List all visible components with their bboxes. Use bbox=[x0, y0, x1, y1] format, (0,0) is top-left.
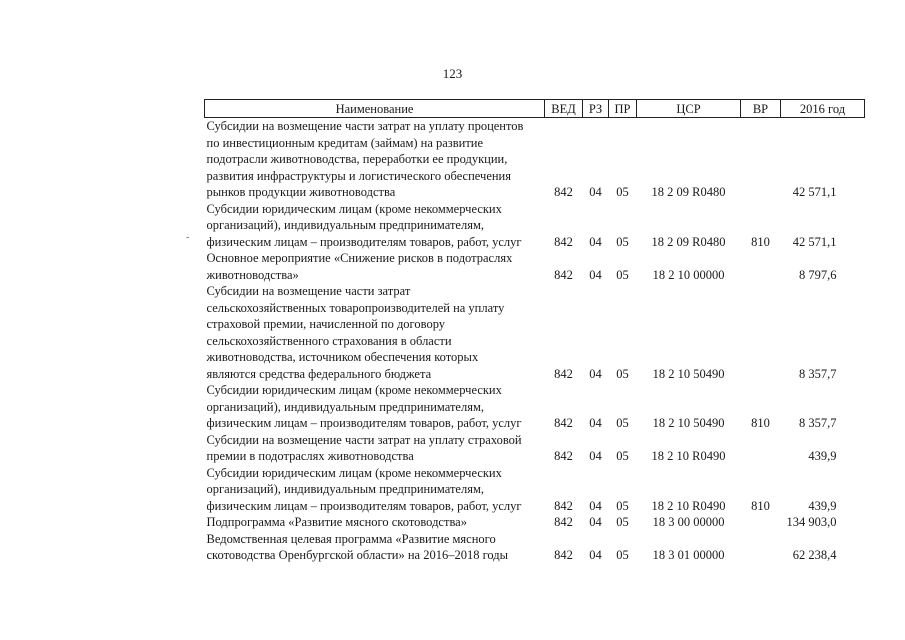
cell-amount: 42 571,1 bbox=[792, 185, 837, 199]
header-name: Наименование bbox=[205, 100, 545, 118]
cell-pr: 05 bbox=[616, 548, 629, 562]
row-name-line: подотрасли животноводства, переработки ее продукции, bbox=[206, 152, 508, 166]
cell-pr: 05 bbox=[616, 515, 629, 529]
table-header-row bbox=[205, 100, 865, 118]
row-name-line: скотоводства Оренбургской области» на 2016–2018 годы bbox=[206, 548, 509, 562]
row-name bbox=[205, 531, 545, 564]
cell-rz: 04 bbox=[589, 366, 602, 381]
row-name bbox=[205, 201, 545, 251]
cell-pr: 05 bbox=[616, 366, 629, 381]
budget-table bbox=[204, 99, 865, 564]
table-row bbox=[205, 201, 865, 251]
header-rz: РЗ bbox=[583, 100, 609, 118]
row-name-line: физическим лицам – производителям товаров, работ, услуг bbox=[206, 416, 522, 430]
row-name bbox=[205, 118, 545, 201]
row-name-line: физическим лицам – производителям товаров, работ, услуг bbox=[206, 234, 522, 249]
cell-ved: 842 bbox=[554, 548, 573, 562]
cell-rz: 04 bbox=[589, 416, 602, 430]
margin-mark: - bbox=[186, 232, 190, 243]
cell-ved: 842 bbox=[554, 366, 573, 381]
cell-amount: 439,9 bbox=[808, 498, 837, 513]
row-name-line: сельскохозяйственных товаропроизводителей на уплату bbox=[206, 300, 505, 315]
row-name-line: животноводства» bbox=[206, 267, 299, 282]
row-name-line: развития инфраструктуры и логистического обеспечения bbox=[206, 168, 511, 183]
cell-vr: 810 bbox=[751, 416, 770, 430]
table-row bbox=[205, 382, 865, 432]
cell-amount: 134 903,0 bbox=[786, 515, 837, 529]
row-name bbox=[205, 514, 545, 531]
cell-ved: 842 bbox=[554, 416, 573, 430]
cell-csr: 18 3 01 00000 bbox=[652, 548, 725, 562]
cell-vr bbox=[741, 432, 781, 465]
header-csr: ЦСР bbox=[637, 100, 741, 118]
cell-vr bbox=[741, 118, 781, 201]
table-row bbox=[205, 250, 865, 283]
row-name-line: премии в подотраслях животноводства bbox=[206, 449, 414, 463]
cell-pr: 05 bbox=[616, 416, 629, 430]
cell-vr bbox=[741, 283, 781, 382]
cell-csr: 18 2 10 50490 bbox=[652, 366, 725, 381]
cell-pr: 05 bbox=[616, 185, 629, 199]
row-name-line: являются средства федерального бюджета bbox=[206, 366, 432, 381]
row-name-line: организаций), индивидуальным предпринимателям, bbox=[206, 482, 484, 496]
cell-rz: 04 bbox=[589, 498, 602, 513]
cell-amount: 439,9 bbox=[808, 449, 837, 463]
cell-ved: 842 bbox=[554, 498, 573, 513]
cell-ved: 842 bbox=[554, 267, 573, 282]
row-name-line: Субсидии на возмещение части затрат bbox=[206, 284, 411, 298]
cell-csr: 18 2 10 R0490 bbox=[651, 498, 726, 513]
row-name-line: Подпрограмма «Развитие мясного скотоводства» bbox=[206, 515, 467, 529]
cell-rz: 04 bbox=[589, 267, 602, 282]
cell-ved: 842 bbox=[554, 449, 573, 463]
row-name-line: Субсидии на возмещение части затрат на уплату процентов bbox=[206, 119, 524, 133]
cell-vr bbox=[741, 531, 781, 564]
row-name-line: Ведомственная целевая программа «Развитие мясного bbox=[206, 531, 496, 546]
cell-rz: 04 bbox=[589, 234, 602, 249]
row-name bbox=[205, 382, 545, 432]
cell-amount: 8 357,7 bbox=[799, 366, 837, 381]
table-row bbox=[205, 283, 865, 382]
cell-csr: 18 2 10 50490 bbox=[652, 416, 725, 430]
table-row bbox=[205, 118, 865, 201]
cell-pr: 05 bbox=[616, 498, 629, 513]
row-name-line: Субсидии юридическим лицам (кроме некоммерческих bbox=[206, 201, 502, 216]
row-name bbox=[205, 432, 545, 465]
cell-vr bbox=[741, 250, 781, 283]
cell-csr: 18 2 10 R0490 bbox=[651, 449, 726, 463]
row-name-line: организаций), индивидуальным предпринимателям, bbox=[206, 218, 484, 232]
cell-csr: 18 2 09 R0480 bbox=[651, 234, 726, 249]
cell-amount: 42 571,1 bbox=[792, 234, 837, 249]
row-name-line: Субсидии юридическим лицам (кроме некоммерческих bbox=[206, 465, 502, 480]
table-row bbox=[205, 432, 865, 465]
row-name-line: животноводства, источником обеспечения которых bbox=[206, 350, 479, 364]
cell-ved: 842 bbox=[554, 234, 573, 249]
header-year: 2016 год bbox=[781, 100, 865, 118]
cell-ved: 842 bbox=[554, 515, 573, 529]
row-name-line: физическим лицам – производителям товаров, работ, услуг bbox=[206, 498, 522, 513]
row-name-line: Субсидии на возмещение части затрат на уплату страховой bbox=[206, 432, 522, 447]
cell-pr: 05 bbox=[616, 267, 629, 282]
cell-vr bbox=[741, 514, 781, 531]
row-name-line: по инвестиционным кредитам (займам) на развитие bbox=[206, 135, 484, 150]
row-name-line: Субсидии юридическим лицам (кроме некоммерческих bbox=[206, 383, 502, 397]
row-name-line: рынков продукции животноводства bbox=[206, 185, 396, 199]
cell-pr: 05 bbox=[616, 234, 629, 249]
cell-rz: 04 bbox=[589, 449, 602, 463]
header-pr: ПР bbox=[609, 100, 637, 118]
cell-csr: 18 2 10 00000 bbox=[652, 267, 725, 282]
table-row bbox=[205, 465, 865, 515]
row-name-line: организаций), индивидуальным предпринимателям, bbox=[206, 399, 484, 414]
cell-amount: 8 357,7 bbox=[799, 416, 837, 430]
cell-ved: 842 bbox=[554, 185, 573, 199]
cell-csr: 18 2 09 R0480 bbox=[651, 185, 726, 199]
row-name bbox=[205, 465, 545, 515]
table-row bbox=[205, 514, 865, 531]
header-ved: ВЕД bbox=[545, 100, 583, 118]
cell-pr: 05 bbox=[616, 449, 629, 463]
table-row bbox=[205, 531, 865, 564]
cell-rz: 04 bbox=[589, 548, 602, 562]
cell-vr: 810 bbox=[751, 234, 770, 249]
cell-csr: 18 3 00 00000 bbox=[652, 515, 725, 529]
row-name bbox=[205, 283, 545, 382]
row-name-line: Основное мероприятие «Снижение рисков в подотраслях bbox=[206, 251, 513, 265]
cell-amount: 8 797,6 bbox=[799, 267, 837, 282]
cell-rz: 04 bbox=[589, 515, 602, 529]
row-name bbox=[205, 250, 545, 283]
cell-rz: 04 bbox=[589, 185, 602, 199]
page-number: 123 bbox=[442, 66, 463, 81]
cell-vr: 810 bbox=[751, 498, 770, 513]
header-vr: ВР bbox=[741, 100, 781, 118]
row-name-line: страховой премии, начисленной по договору bbox=[206, 317, 446, 331]
cell-amount: 62 238,4 bbox=[792, 548, 837, 562]
row-name-line: сельскохозяйственного страхования в области bbox=[206, 333, 452, 348]
